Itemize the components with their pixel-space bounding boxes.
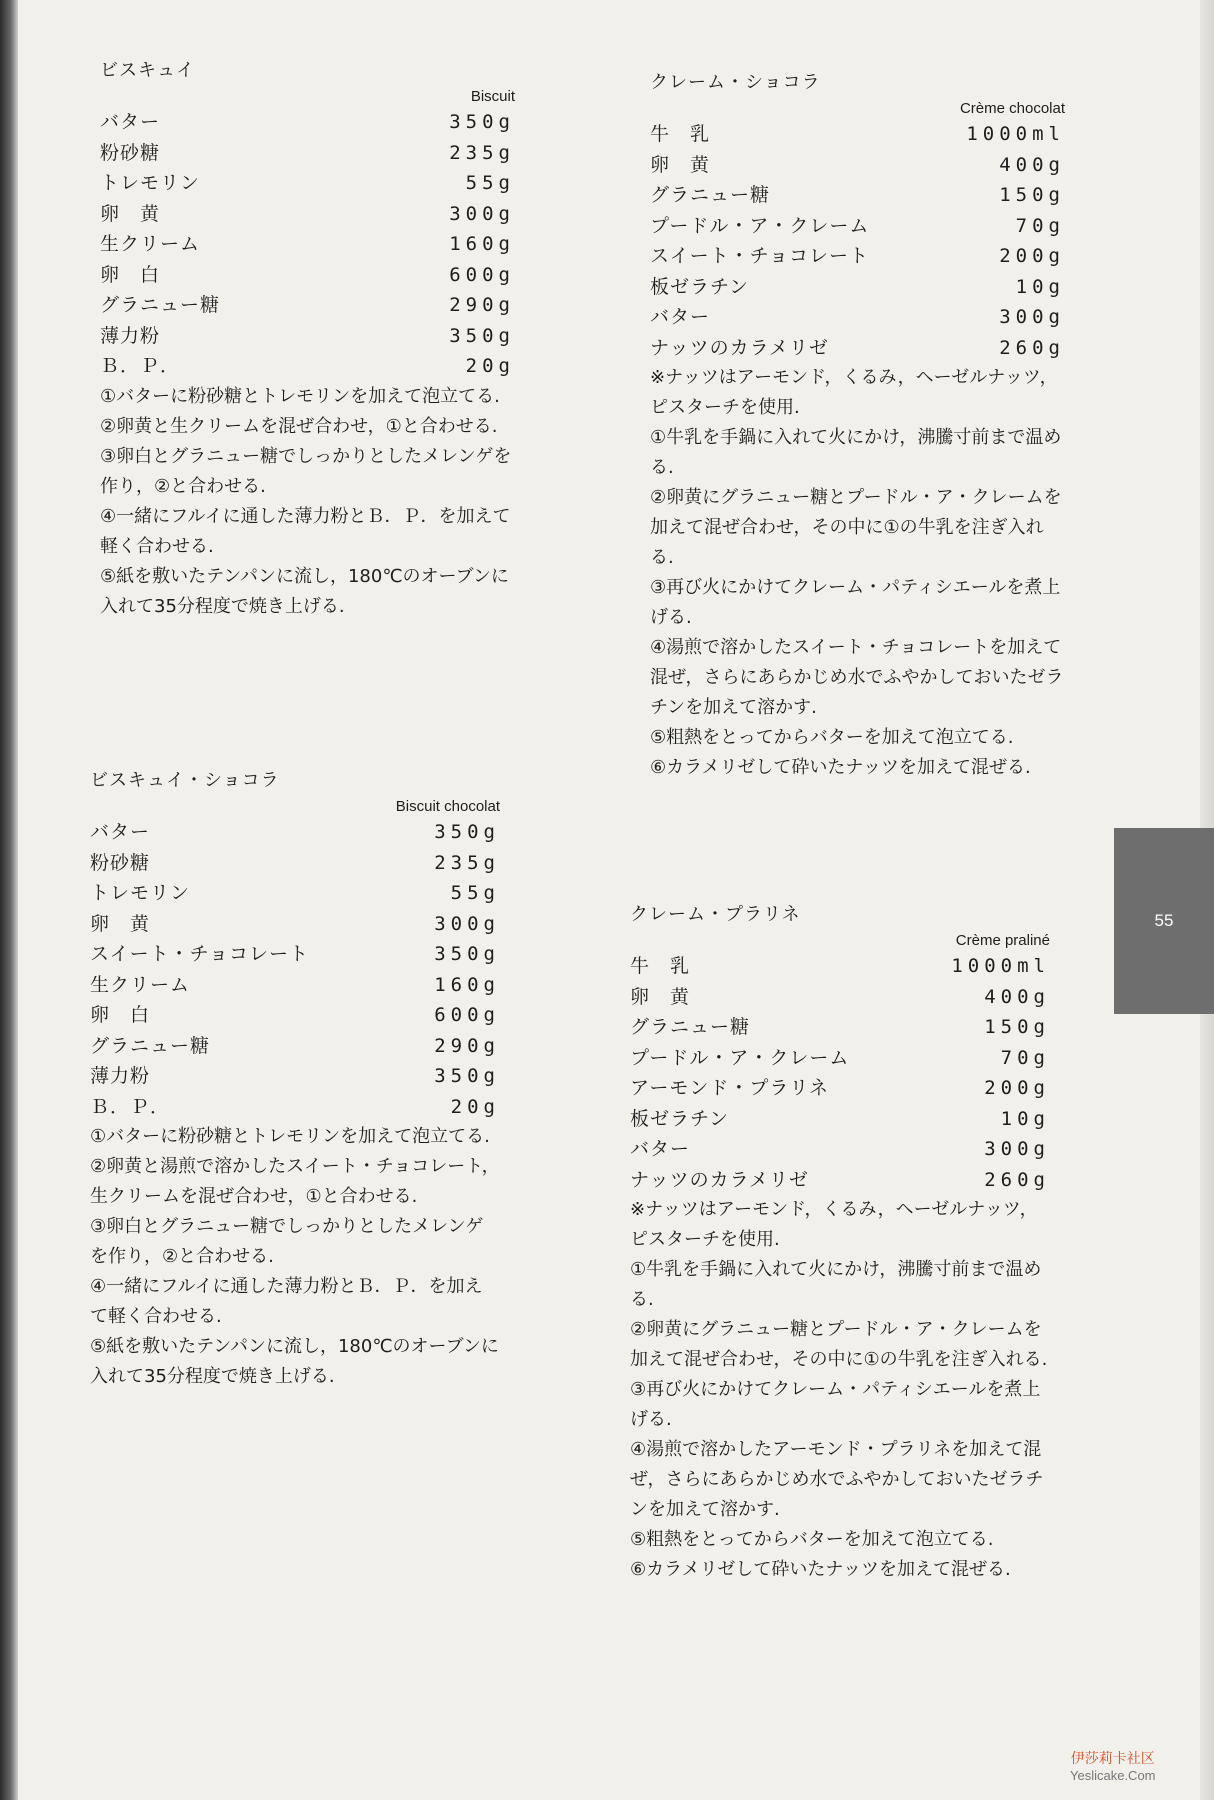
watermark-chinese: 伊莎莉卡社区 <box>1070 1750 1155 1766</box>
ingredient-row <box>90 1092 500 1123</box>
ingredient-row <box>650 333 1065 364</box>
recipe-step: ①牛乳を手鍋に入れて火にかけ，沸騰寸前まで温める. <box>630 1259 1042 1310</box>
recipe-step: ⑥カラメリゼして砕いたナッツを加えて混ぜる. <box>630 1559 1011 1580</box>
ingredient-amount: 350g <box>434 1065 500 1087</box>
recipe-step: ①バターに粉砂糖とトレモリンを加えて泡立てる. <box>100 385 500 407</box>
ingredient-amount: 150g <box>984 1016 1050 1038</box>
ingredient-amount: 10g <box>1000 1107 1050 1130</box>
ingredient-name: 板ゼラチン <box>630 1107 730 1130</box>
ingredient-row <box>650 180 1065 211</box>
ingredient-name: 卵 白 <box>100 263 161 286</box>
ingredient-list <box>100 107 515 382</box>
ingredient-name: バター <box>90 821 151 843</box>
ingredient-row <box>100 290 515 321</box>
ingredient-amount: 400g <box>984 985 1050 1008</box>
ingredient-amount: 55g <box>465 172 515 194</box>
recipe-title: ビスキュイ <box>100 60 195 81</box>
ingredient-list <box>630 951 1050 1195</box>
ingredient-amount: 160g <box>434 973 500 996</box>
recipe-title: クレーム・プラリネ <box>630 904 801 925</box>
ingredient-amount: 600g <box>449 263 515 286</box>
ingredient-amount: 290g <box>434 1034 500 1057</box>
ingredient-amount: 160g <box>449 233 515 255</box>
ingredient-name: グラニュー糖 <box>100 294 221 316</box>
ingredient-name: トレモリン <box>90 882 191 904</box>
ingredient-row <box>90 970 500 1001</box>
ingredient-amount: 350g <box>449 324 515 347</box>
ingredient-row <box>90 817 500 848</box>
ingredient-name: 粉砂糖 <box>100 141 161 164</box>
recipe-step: ②卵黄にグラニュー糖とプードル・ア・クレームを加えて混ぜ合わせ，その中に①の牛乳を注ぎ入れる. <box>630 1319 1048 1370</box>
recipe-step: ④一緒にフルイに通した薄力粉とＢ．Ｐ．を加えて軽く合わせる. <box>90 1276 483 1327</box>
ingredient-name: 卵 黄 <box>90 912 151 935</box>
watermark-url: Yeslicake.Com <box>1070 1768 1156 1783</box>
ingredient-name: 牛 乳 <box>630 955 691 977</box>
ingredient-amount: 290g <box>449 294 515 316</box>
step-list <box>650 423 1065 783</box>
recipe-step: ①牛乳を手鍋に入れて火にかけ，沸騰寸前まで温める. <box>650 427 1062 478</box>
ingredient-name: スイート・チョコレート <box>650 245 870 267</box>
ingredient-amount: 20g <box>465 355 515 377</box>
recipe-step: ④湯煎で溶かしたスイート・チョコレートを加えて混ぜ，さらにあらかじめ水でふやかしておいたゼラチンを加えて溶かす. <box>650 637 1064 718</box>
ingredient-row <box>630 982 1050 1013</box>
ingredient-row <box>90 848 500 879</box>
ingredient-name: 卵 黄 <box>100 202 161 225</box>
ingredient-list <box>90 817 500 1122</box>
step-list <box>90 1122 500 1392</box>
recipe-title: ビスキュイ・ショコラ <box>90 770 280 791</box>
ingredient-name: 生クリーム <box>100 233 201 255</box>
ingredient-row <box>650 241 1065 272</box>
ingredient-amount: 200g <box>984 1077 1050 1099</box>
ingredient-name: プードル・ア・クレーム <box>650 214 870 237</box>
ingredient-name: 卵 白 <box>90 1004 151 1026</box>
ingredient-name: 板ゼラチン <box>650 275 750 298</box>
ingredient-amount: 70g <box>1015 214 1065 237</box>
ingredient-amount: 260g <box>984 1168 1050 1191</box>
ingredient-name: スイート・チョコレート <box>90 943 310 965</box>
ingredient-amount: 300g <box>999 306 1065 328</box>
ingredient-row <box>90 939 500 970</box>
ingredient-name: 卵 黄 <box>630 985 691 1008</box>
ingredient-row <box>630 1073 1050 1104</box>
book-binding <box>0 0 18 1800</box>
ingredient-amount: 350g <box>449 111 515 133</box>
ingredient-name: Ｂ．Ｐ． <box>100 355 181 377</box>
ingredient-name: Ｂ．Ｐ． <box>90 1095 171 1118</box>
recipe-step: ①バターに粉砂糖とトレモリンを加えて泡立てる. <box>90 1126 490 1147</box>
ingredient-amount: 70g <box>1000 1046 1050 1069</box>
site-watermark <box>1070 1748 1156 1783</box>
page-number: 55 <box>1154 911 1174 930</box>
ingredient-amount: 235g <box>449 141 515 164</box>
ingredient-row <box>100 107 515 138</box>
ingredient-name: アーモンド・プラリネ <box>630 1077 830 1099</box>
ingredient-row <box>630 1043 1050 1074</box>
recipe-creme-chocolat <box>650 68 1065 783</box>
ingredient-row <box>100 138 515 169</box>
recipe-step: ⑤粗熱をとってからバターを加えて泡立てる. <box>650 727 1014 748</box>
recipe-subtitle: Biscuit chocolat <box>395 798 500 815</box>
recipe-step: ③再び火にかけてクレーム・パティシエールを煮上げる. <box>630 1379 1041 1430</box>
ingredient-list <box>650 119 1065 363</box>
step-list <box>630 1255 1050 1585</box>
ingredient-row <box>100 321 515 352</box>
recipe-step: ②卵黄と生クリームを混ぜ合わせ，①と合わせる. <box>100 415 498 437</box>
ingredient-amount: 10g <box>1015 275 1065 298</box>
ingredient-amount: 200g <box>999 245 1065 267</box>
ingredient-name: 牛 乳 <box>650 123 711 145</box>
ingredient-amount: 400g <box>999 153 1065 176</box>
recipe-step: ④一緒にフルイに通した薄力粉とＢ．Ｐ．を加えて軽く合わせる. <box>100 505 511 557</box>
ingredient-row <box>630 951 1050 982</box>
ingredient-name: 卵 黄 <box>650 153 711 176</box>
ingredient-name: 粉砂糖 <box>90 851 151 874</box>
recipe-subtitle: Crème chocolat <box>959 100 1065 117</box>
ingredient-name: バター <box>650 306 711 328</box>
ingredient-row <box>650 272 1065 303</box>
ingredient-name: 生クリーム <box>90 973 191 996</box>
ingredient-amount: 1000ml <box>966 123 1065 145</box>
recipe-step: ③卵白とグラニュー糖でしっかりとしたメレンゲを作り，②と合わせる. <box>90 1216 484 1267</box>
recipe-subtitle: Biscuit <box>470 88 515 105</box>
ingredient-amount: 300g <box>984 1138 1050 1160</box>
ingredient-row <box>650 211 1065 242</box>
ingredient-amount: 600g <box>434 1004 500 1026</box>
ingredient-row <box>90 1031 500 1062</box>
ingredient-amount: 235g <box>434 851 500 874</box>
ingredient-amount: 300g <box>449 202 515 225</box>
recipe-step: ⑤紙を敷いたテンパンに流し，180℃のオーブンに入れて35分程度で焼き上げる. <box>90 1336 499 1387</box>
ingredient-name: ナッツのカラメリゼ <box>650 336 829 359</box>
recipe-note: ※ナッツはアーモンド，くるみ，ヘーゼルナッツ，ピスターチを使用. <box>630 1199 1038 1250</box>
ingredient-amount: 20g <box>450 1095 500 1118</box>
recipe-biscuit-chocolat <box>90 766 500 1392</box>
ingredient-amount: 1000ml <box>951 955 1050 977</box>
ingredient-row <box>630 1165 1050 1196</box>
ingredient-name: グラニュー糖 <box>650 184 771 206</box>
ingredient-amount: 150g <box>999 184 1065 206</box>
recipe-subtitle: Crème praliné <box>955 932 1050 949</box>
ingredient-name: グラニュー糖 <box>90 1034 211 1057</box>
ingredient-row <box>630 1012 1050 1043</box>
ingredient-row <box>650 150 1065 181</box>
recipe-step: ⑥カラメリゼして砕いたナッツを加えて混ぜる. <box>650 757 1031 778</box>
ingredient-name: 薄力粉 <box>100 324 161 347</box>
recipe-creme-praline <box>630 900 1050 1585</box>
ingredient-row <box>100 199 515 230</box>
ingredient-row <box>90 1000 500 1031</box>
ingredient-row <box>650 119 1065 150</box>
ingredient-row <box>90 878 500 909</box>
ingredient-name: バター <box>630 1138 691 1160</box>
ingredient-amount: 350g <box>434 943 500 965</box>
ingredient-amount: 260g <box>999 336 1065 359</box>
ingredient-row <box>650 302 1065 333</box>
recipe-step: ④湯煎で溶かしたアーモンド・プラリネを加えて混ぜ，さらにあらかじめ水でふやかしておいたゼラチンを加えて溶かす. <box>630 1439 1044 1520</box>
ingredient-name: バター <box>100 111 161 133</box>
ingredient-row <box>90 1061 500 1092</box>
recipe-title: クレーム・ショコラ <box>650 72 821 93</box>
ingredient-name: 薄力粉 <box>90 1065 151 1087</box>
ingredient-row <box>100 229 515 260</box>
ingredient-name: トレモリン <box>100 172 201 194</box>
ingredient-row <box>100 351 515 382</box>
recipe-step: ③卵白とグラニュー糖でしっかりとしたメレンゲを作り，②と合わせる. <box>100 445 512 497</box>
ingredient-row <box>90 909 500 940</box>
ingredient-name: グラニュー糖 <box>630 1016 751 1038</box>
recipe-note: ※ナッツはアーモンド，くるみ，ヘーゼルナッツ，ピスターチを使用. <box>650 367 1058 418</box>
page-tab <box>1114 828 1214 1014</box>
ingredient-amount: 350g <box>434 821 500 843</box>
step-list <box>100 382 515 622</box>
ingredient-row <box>630 1134 1050 1165</box>
ingredient-row <box>630 1104 1050 1135</box>
ingredient-row <box>100 168 515 199</box>
recipe-step: ②卵黄と湯煎で溶かしたスイート・チョコレート，生クリームを混ぜ合わせ，①と合わせる. <box>90 1156 500 1207</box>
recipe-step: ②卵黄にグラニュー糖とプードル・ア・クレームを加えて混ぜ合わせ，その中に①の牛乳を注ぎ入れる. <box>650 487 1062 568</box>
recipe-step: ③再び火にかけてクレーム・パティシエールを煮上げる. <box>650 577 1061 628</box>
ingredient-amount: 300g <box>434 912 500 935</box>
recipe-step: ⑤粗熱をとってからバターを加えて泡立てる. <box>630 1529 994 1550</box>
ingredient-name: ナッツのカラメリゼ <box>630 1168 809 1191</box>
recipe-biscuit <box>100 56 515 622</box>
ingredient-amount: 55g <box>450 882 500 904</box>
ingredient-row <box>100 260 515 291</box>
recipe-step: ⑤紙を敷いたテンパンに流し，180℃のオーブンに入れて35分程度で焼き上げる. <box>100 565 509 617</box>
ingredient-name: プードル・ア・クレーム <box>630 1046 850 1069</box>
